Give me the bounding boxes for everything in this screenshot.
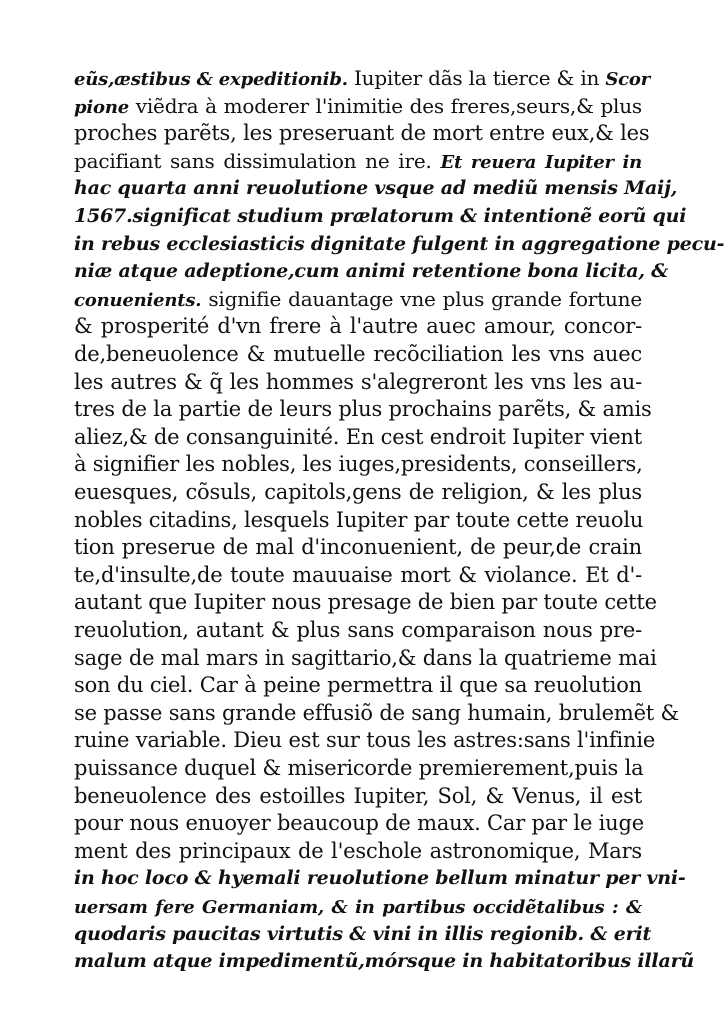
- roman-segment: nobles citadins, lesquels Iupiter par toute cette reuolu: [74, 507, 644, 532]
- italic-segment: conuenients.: [74, 289, 202, 311]
- roman-segment: beneuolence des estoilles Iupiter, Sol, & Venus, il est: [74, 783, 642, 808]
- italic-segment: quodaris paucitas virtutis & vini in illis regionib. & erit: [74, 922, 652, 945]
- italic-segment: uersam fere Germaniam, & in partibus occidẽtalibus : &: [74, 897, 642, 918]
- roman-segment: ruine variable. Dieu est sur tous les astres:sans l'infinie: [74, 728, 656, 753]
- roman-segment: signifie dauantage vne plus grande fortune: [201, 286, 642, 311]
- roman-segment: pour nous enuoyer beaucoup de maux. Car par le iuge: [74, 811, 644, 836]
- italic-segment: pione: [74, 96, 129, 118]
- roman-segment: autant que Iupiter nous presage de bien par toute cette: [74, 590, 657, 615]
- text-line: [74, 945, 694, 977]
- italic-segment: Scor: [605, 69, 651, 90]
- roman-segment: de,beneuolence & mutuelle recõciliation les vns auec: [74, 342, 642, 366]
- roman-segment: se passe sans grande effusiõ de sang humain, brulemẽt &: [74, 700, 680, 725]
- italic-segment: in rebus ecclesiasticis dignitate fulgent in aggregatione pecu-: [74, 232, 724, 255]
- roman-segment: viẽdra à moderer l'inimitie des freres,seurs,& plus: [128, 93, 642, 118]
- roman-segment: Iupiter dãs la tierce & in: [347, 66, 606, 90]
- roman-segment: les autres & q̃ les hommes s'alegreront les vns les au-: [74, 369, 642, 394]
- roman-segment: sage de mal mars in sagittario,& dans la quatrieme mai: [74, 645, 657, 670]
- roman-segment: puissance duquel & misericorde premierement,puis la: [74, 756, 644, 780]
- roman-segment: te,d'insulte,de toute mauuaise mort & violance. Et d'-: [74, 562, 642, 587]
- roman-segment: à signifier les nobles, les iuges,presidents, conseillers,: [74, 452, 643, 477]
- roman-segment: reuolution, autant & plus sans comparaison nous pre-: [74, 618, 642, 642]
- roman-segment: euesques, cõsuls, capitols,gens de religion, & les plus: [74, 480, 642, 504]
- roman-segment: tres de la partie de leurs plus prochains parẽts, & amis: [74, 397, 652, 422]
- roman-segment: & prosperité d'vn frere à l'autre auec amour, concor-: [74, 314, 642, 339]
- roman-segment: ment des principaux de l'eschole astronomique, Mars: [74, 838, 642, 863]
- roman-segment: aliez,& de consanguinité. En cest endroit Iupiter vient: [74, 424, 642, 449]
- italic-segment: Et reuera Iupiter in: [440, 151, 642, 173]
- roman-segment: proches parẽts, les preseruant de mort entre eux,& les: [74, 121, 650, 146]
- italic-segment: 1567.significat studium prælatorum & intentionẽ eorũ qui: [74, 205, 687, 227]
- roman-segment: son du ciel. Car à peine permettra il que sa reuolution: [74, 673, 642, 698]
- roman-segment: pacifiant sans dissimulation ne ire.: [74, 148, 441, 173]
- italic-segment: eũs,æstibus & expeditionib.: [74, 69, 348, 90]
- italic-segment: hac quarta anni reuolutione vsque ad mediũ mensis Maij,: [74, 177, 678, 200]
- italic-segment: in hoc loco & hyemali reuolutione bellum minatur per vni-: [74, 867, 686, 890]
- italic-segment: malum atque impedimentũ,mórsque in habitatoribus illarũ: [74, 950, 694, 973]
- italic-segment: niæ atque adeptione,cum animi retentione bona licita, &: [74, 260, 669, 283]
- roman-segment: tion preserue de mal d'inconuenient, de peur,de crain: [74, 535, 642, 560]
